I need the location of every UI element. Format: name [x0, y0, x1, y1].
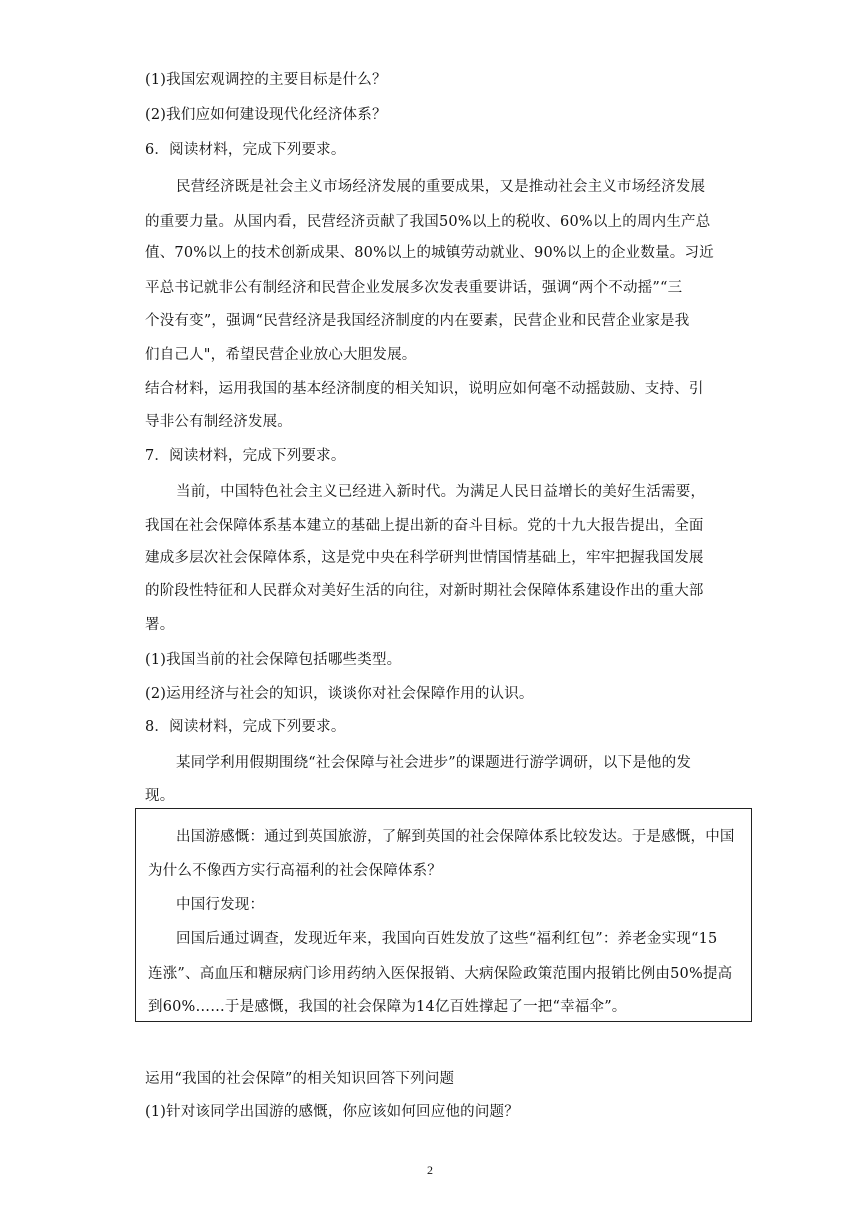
question-7-part-2: (2)运用经济与社会的知识，谈谈你对社会保障作用的认识。: [145, 686, 534, 702]
question-8-prompt: 运用“我国的社会保障”的相关知识回答下列问题: [145, 1071, 455, 1087]
question-8-part-1: (1)针对该同学出国游的感慨，你应该如何回应他的问题？: [145, 1104, 519, 1120]
material-7-line: 建成多层次社会保障体系，这是党中央在科学研判世情国情基础上，牢牢把握我国发展: [145, 550, 704, 566]
box-line: 出国游感慨：通过到英国旅游，了解到英国的社会保障体系比较发达。于是感慨，中国: [176, 829, 735, 845]
box-line: 为什么不像西方实行高福利的社会保障体系？: [148, 863, 442, 879]
question-7-heading: 7．阅读材料，完成下列要求。: [145, 448, 346, 464]
box-line: 中国行发现：: [176, 897, 265, 913]
question-8-heading: 8．阅读材料，完成下列要求。: [145, 719, 346, 735]
material-6-line: 民营经济既是社会主义市场经济发展的重要成果，又是推动社会主义市场经济发展: [176, 179, 706, 195]
material-7-line: 当前，中国特色社会主义已经进入新时代。为满足人民日益增长的美好生活需要，: [176, 484, 706, 500]
page-number: 2: [427, 1163, 433, 1177]
box-line: 回国后通过调查，发现近年来，我国向百姓发放了这些“福利红包”：养老金实现“15: [176, 931, 718, 947]
box-line: 到60%……于是感慨，我国的社会保障为14亿百姓撑起了一把“幸福伞”。: [148, 999, 627, 1015]
material-7-line: 我国在社会保障体系基本建立的基础上提出新的奋斗目标。党的十九大报告提出，全面: [145, 518, 704, 534]
question-5-part-2: (2)我们应如何建设现代化经济体系？: [145, 107, 387, 123]
question-6-prompt: 结合材料，运用我国的基本经济制度的相关知识，说明应如何毫不动摇鼓励、支持、引: [145, 381, 704, 397]
box-line: 连涨”、高血压和糖尿病门诊用药纳入医保报销、大病保险政策范围内报销比例由50%提高: [148, 966, 733, 982]
question-5-part-1: (1)我国宏观调控的主要目标是什么？: [145, 72, 387, 88]
material-6-line: 平总书记就非公有制经济和民营企业发展多次发表重要讲话，强调“两个不动摇”“三: [145, 280, 683, 296]
material-8-box: [135, 808, 752, 1022]
material-6-line: 值、70%以上的技术创新成果、80%以上的城镇劳动就业、90%以上的企业数量。习近: [145, 245, 714, 261]
question-7-part-1: (1)我国当前的社会保障包括哪些类型。: [145, 652, 402, 668]
material-6-line: 们自己人"，希望民营企业放心大胆发展。: [145, 347, 417, 363]
material-7-line: 署。: [145, 617, 175, 633]
question-6-prompt: 导非公有制经济发展。: [145, 414, 292, 430]
material-6-line: 的重要力量。从国内看，民营经济贡献了我国50%以上的税收、60%以上的周内生产总: [145, 214, 711, 230]
material-8-line: 某同学利用假期围绕“社会保障与社会进步”的课题进行游学调研，以下是他的发: [176, 755, 692, 771]
material-6-line: 个没有变”，强调“民营经济是我国经济制度的内在要素，民营企业和民营企业家是我: [145, 313, 690, 329]
material-8-line: 现。: [145, 788, 175, 804]
material-7-line: 的阶段性特征和人民群众对美好生活的向往，对新时期社会保障体系建设作出的重大部: [145, 583, 704, 599]
question-6-heading: 6．阅读材料，完成下列要求。: [145, 142, 346, 158]
